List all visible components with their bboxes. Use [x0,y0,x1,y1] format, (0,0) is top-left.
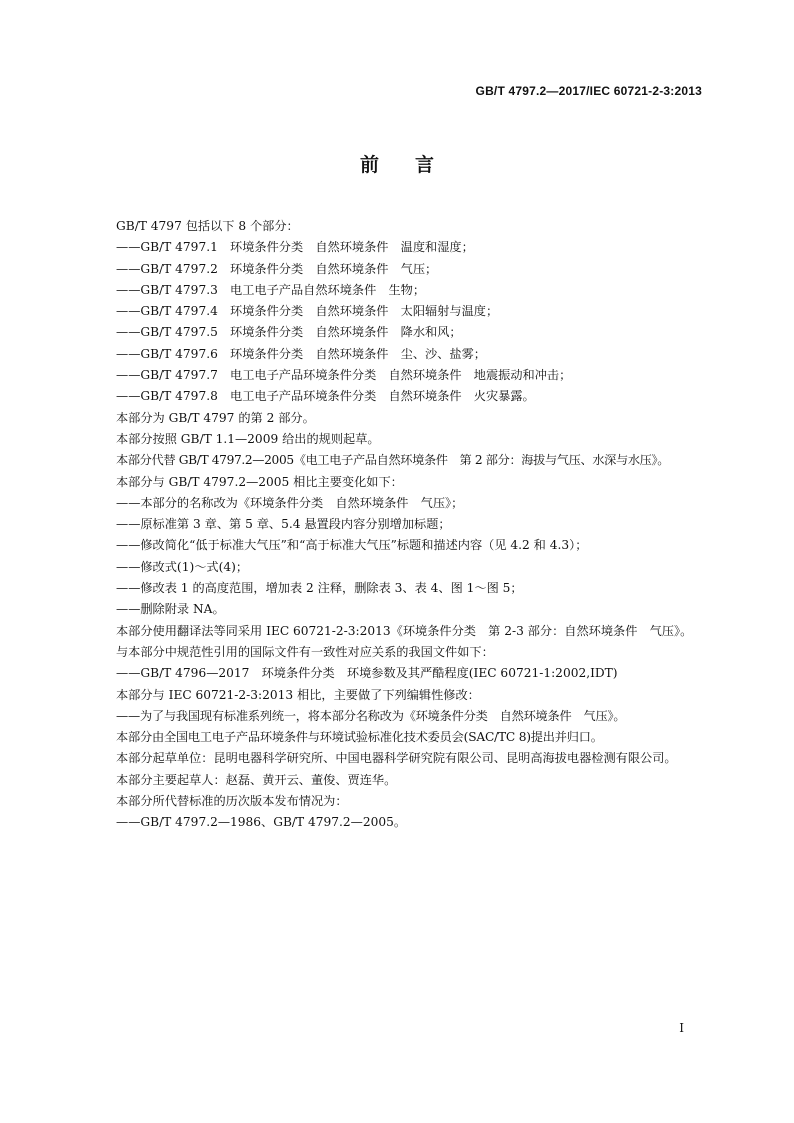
list-item: ——GB/T 4797.3 电工电子产品自然环境条件 生物； [116,282,426,297]
list-item: ——修改表 1 的高度范围，增加表 2 注释，删除表 3、表 4、图 1～图 5； [116,581,523,596]
paragraph: 本部分起草单位：昆明电器科学研究所、中国电器科学研究院有限公司、昆明高海拔电器检测有限公司。 [116,751,677,766]
paragraph: GB/T 4797 包括以下 8 个部分： [116,219,299,233]
paragraph: 本部分为 GB/T 4797 的第 2 部分。 [116,410,315,425]
list-item: ——删除附录 NA。 [116,602,225,617]
list-item: ——修改式(1)～式(4)； [116,559,249,574]
foreword-body [89,216,709,834]
list-item: ——GB/T 4796—2017 环境条件分类 环境参数及其严酷程度(IEC 60721-1:2002,IDT) [116,666,618,681]
list-item: ——GB/T 4797.5 环境条件分类 自然环境条件 降水和风； [116,325,462,340]
paragraph: 本部分所代替标准的历次版本发布情况为： [116,794,348,809]
paragraph: 本部分按照 GB/T 1.1—2009 给出的规则起草。 [116,431,380,446]
list-item: ——GB/T 4797.8 电工电子产品环境条件分类 自然环境条件 火灾暴露。 [116,389,535,404]
list-item: ——本部分的名称改为《环境条件分类 自然环境条件 气压》； [116,495,464,510]
page-number: I [679,1021,684,1035]
paragraph: 本部分代替 GB/T 4797.2—2005《电工电子产品自然环境条件 第 2 部分：海拔与气压、水深与水压》。 [116,453,670,468]
page-title: 前言 [359,154,470,176]
paragraph: 本部分使用翻译法等同采用 IEC 60721-2-3:2013《环境条件分类 第 2-3 部分：自然环境条件 气压》。 [116,623,693,638]
list-item: ——为了与我国现有标准系列统一，将本部分名称改为《环境条件分类 自然环境条件 气压》。 [116,708,626,723]
standard-number-header: GB/T 4797.2—2017/IEC 60721-2-3:2013 [475,84,702,98]
list-item: ——GB/T 4797.1 环境条件分类 自然环境条件 温度和湿度； [116,240,474,255]
list-item: ——GB/T 4797.4 环境条件分类 自然环境条件 太阳辐射与温度； [116,304,499,319]
list-item: ——修改简化“低于标准大气压”和“高于标准大气压”标题和描述内容（见 4.2 和 4.3）； [116,538,588,553]
paragraph: 本部分主要起草人：赵磊、黄开云、董俊、贾连华。 [116,772,397,787]
list-item: ——GB/T 4797.6 环境条件分类 自然环境条件 尘、沙、盐雾； [116,346,486,361]
paragraph: 与本部分中规范性引用的国际文件有一致性对应关系的我国文件如下： [116,644,494,659]
list-item: ——GB/T 4797.2 环境条件分类 自然环境条件 气压； [116,261,438,276]
list-item: ——GB/T 4797.2—1986、GB/T 4797.2—2005。 [116,815,407,830]
paragraph: 本部分由全国电工电子产品环境条件与环境试验标准化技术委员会(SAC/TC 8)提出并归口。 [116,730,603,745]
list-item: ——GB/T 4797.7 电工电子产品环境条件分类 自然环境条件 地震振动和冲击； [116,368,572,383]
list-item: ——原标准第 3 章、第 5 章、5.4 悬置段内容分别增加标题； [116,517,451,532]
paragraph: 本部分与 GB/T 4797.2—2005 相比主要变化如下： [116,474,403,489]
paragraph: 本部分与 IEC 60721-2-3:2013 相比，主要做了下列编辑性修改： [116,687,480,702]
